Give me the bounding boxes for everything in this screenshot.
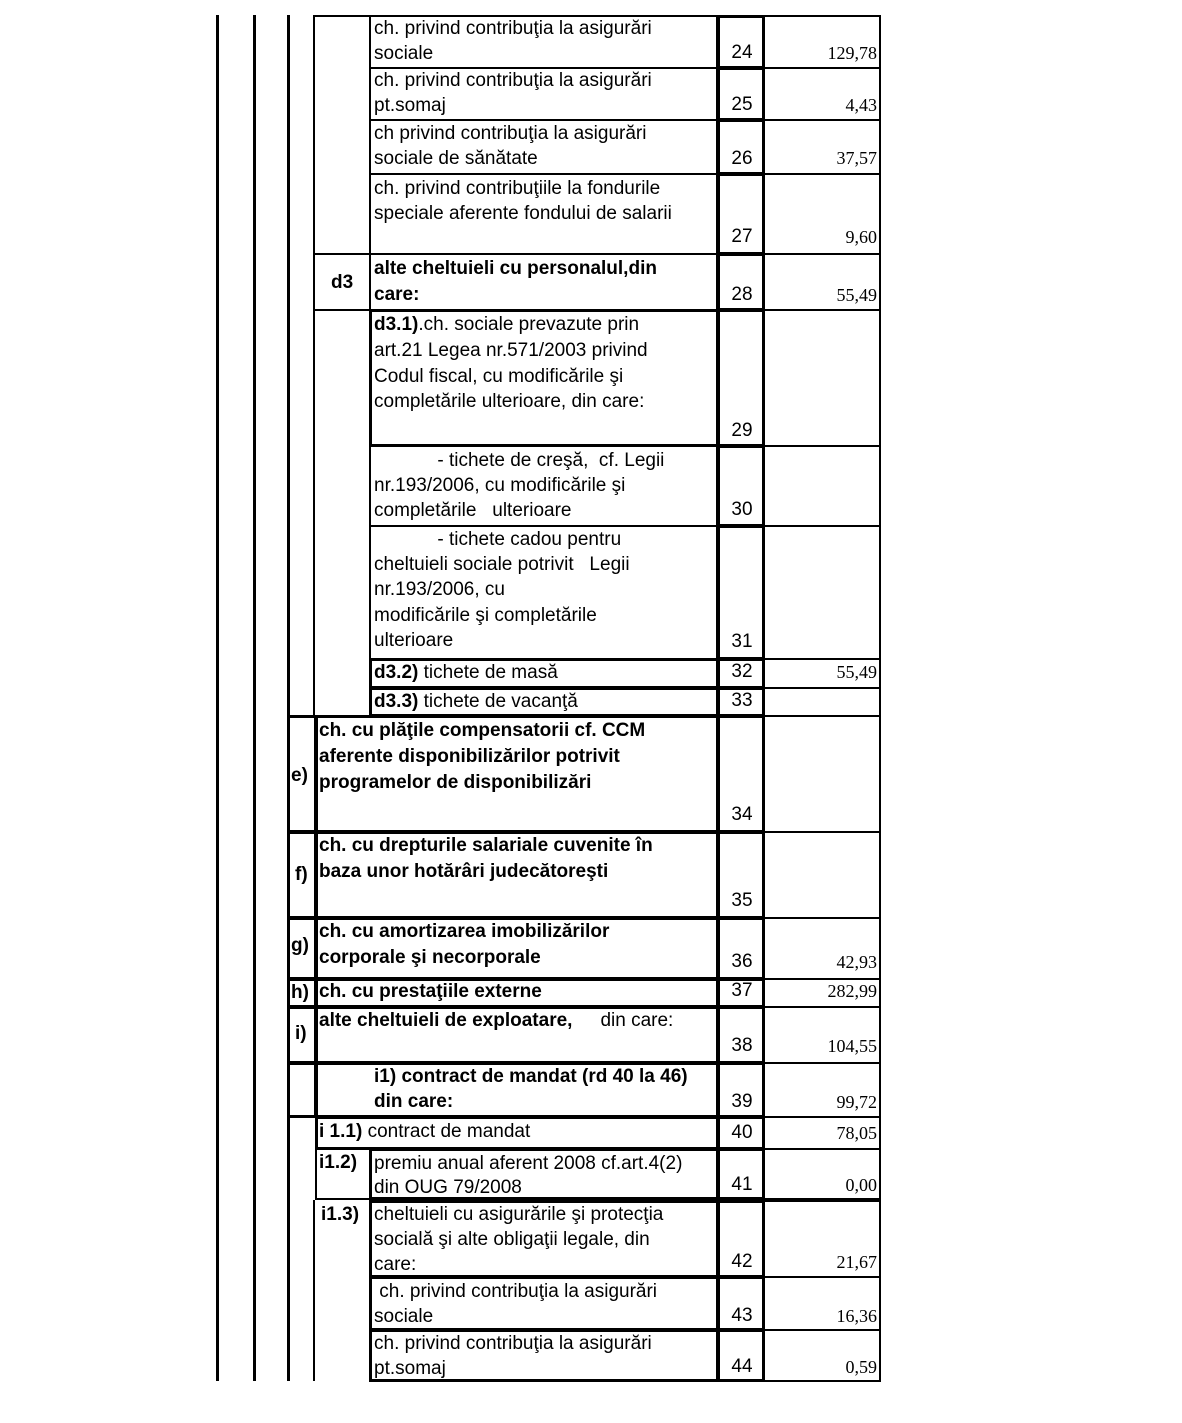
row-25-value: 4,43 [845, 95, 877, 115]
row-28-value: 55,49 [836, 285, 877, 305]
row-28-line-1: alte cheltuieli cu personalul,din [374, 258, 657, 279]
row-40-num: 40 [731, 1122, 753, 1143]
row-29-line-3: Codul fiscal, cu modificările şi [374, 366, 624, 387]
row-31-line-2: cheltuieli sociale potrivit Legii [374, 554, 630, 575]
row-30-line-1: - tichete de creşă, cf. Legii [374, 450, 665, 471]
row-37-value: 282,99 [827, 981, 877, 1001]
row-28-num: 28 [731, 284, 753, 305]
row-26-value: 37,57 [836, 148, 877, 168]
row-44-value: 0,59 [845, 1357, 877, 1377]
row-29-line-1-text: .ch. sociale prevazute prin [418, 314, 640, 335]
row-38-line-1 [319, 1008, 673, 1034]
row-42-line-2: socială şi alte obligaţii legale, din [374, 1229, 650, 1250]
row-41-num: 41 [731, 1174, 753, 1195]
row-38-value: 104,55 [827, 1036, 877, 1056]
row-29-prefix: d3.1) [374, 314, 419, 335]
row-35-num: 35 [731, 890, 753, 911]
row-35-mark: f) [295, 864, 308, 885]
row-32-prefix: d3.2) [374, 662, 419, 683]
row-34-mark: e) [291, 765, 308, 786]
row-31-line-1: - tichete cadou pentru [374, 529, 622, 550]
row-44-line-2: pt.somaj [374, 1358, 446, 1379]
row-25-line-2: pt.somaj [374, 95, 446, 116]
row-34-line-1: ch. cu plăţile compensatorii cf. CCM [319, 720, 646, 741]
row-34-value-cell [763, 715, 881, 833]
row-43-line-1: ch. privind contribuţia la asigurări [374, 1281, 658, 1302]
row-31-num: 31 [731, 631, 753, 652]
row-36-value: 42,93 [836, 952, 877, 972]
row-42-line-3: care: [374, 1254, 417, 1275]
row-43-value: 16,36 [836, 1306, 877, 1326]
row-38-mark: i) [295, 1023, 307, 1044]
row-35-line-1: ch. cu drepturile salariale cuvenite în [319, 835, 653, 856]
row-38-text: alte cheltuieli de exploatare, [319, 1010, 573, 1031]
row-24-line-2: sociale [374, 43, 434, 64]
row-34-line-3: programelor de disponibilizări [319, 772, 592, 793]
row-41-mark: i1.2) [319, 1152, 358, 1173]
left-rule-1 [216, 15, 219, 1381]
row-31-line-3: nr.193/2006, cu [374, 579, 505, 600]
row-36-num: 36 [731, 951, 753, 972]
row-24-value: 129,78 [827, 43, 877, 63]
row-29-value-cell [763, 309, 881, 447]
row-38-suffix: din care: [600, 1010, 674, 1031]
row-41-value: 0,00 [845, 1175, 877, 1195]
left-rule-3 [287, 15, 290, 1381]
row-37-line-1: ch. cu prestaţiile externe [319, 981, 542, 1002]
row-29-line-4: completările ulterioare, din care: [374, 391, 645, 412]
row-26-num: 26 [731, 148, 753, 169]
row-28-mark: d3 [331, 272, 354, 293]
row-24-indent [313, 15, 371, 69]
row-39-mark-cell [287, 1062, 317, 1118]
left-rule-2 [253, 15, 256, 1381]
row-32-num: 32 [731, 661, 753, 682]
row-44-num: 44 [731, 1356, 753, 1377]
row-43-num: 43 [731, 1305, 753, 1326]
row-26-line-1: ch privind contribuţia la asigurări [374, 123, 647, 144]
row-30-line-3: completările ulterioare [374, 500, 572, 521]
row-35-line-2: baza unor hotărâri judecătoreşti [319, 861, 609, 882]
row-39-line-1: i1) contract de mandat (rd 40 la 46) [374, 1066, 688, 1087]
row-33-text: tichete de vacanţă [418, 691, 578, 712]
row-32-text: tichete de masă [418, 662, 558, 683]
row-39-line-2: din care: [374, 1091, 454, 1112]
row-32-line-1 [374, 660, 558, 686]
row-42-mark: i1.3) [321, 1204, 360, 1225]
row-33-value-cell [763, 687, 881, 717]
row-40-line-1 [319, 1119, 530, 1145]
row-29-num: 29 [731, 420, 753, 441]
row-33-line-1 [374, 689, 578, 715]
row-36-line-1: ch. cu amortizarea imobilizărilor [319, 921, 610, 942]
row-30-num: 30 [731, 499, 753, 520]
row-30-line-2: nr.193/2006, cu modificările şi [374, 475, 626, 496]
row-30-value-cell [763, 445, 881, 527]
row-27-line-2: speciale aferente fondului de salarii [374, 203, 672, 224]
row-27-num: 27 [731, 226, 753, 247]
row-31-value-cell [763, 525, 881, 660]
row-31-line-5: ulterioare [374, 630, 454, 651]
row-40-value: 78,05 [836, 1123, 877, 1143]
row-39-value: 99,72 [836, 1092, 877, 1112]
row-29-line-1 [374, 312, 639, 338]
row-29-line-2: art.21 Legea nr.571/2003 privind [374, 340, 648, 361]
row-33-prefix: d3.3) [374, 691, 419, 712]
row-42-line-1: cheltuieli cu asigurările şi protecţia [374, 1204, 664, 1225]
row-25-num: 25 [731, 94, 753, 115]
row-36-mark: g) [291, 935, 309, 956]
row-24-num: 24 [731, 42, 753, 63]
row-33-num: 33 [731, 690, 753, 711]
row-25-line-1: ch. privind contribuţia la asigurări [374, 70, 652, 91]
row-26-line-2: sociale de sănătate [374, 148, 538, 169]
row-42-num: 42 [731, 1251, 753, 1272]
row-40-text: contract de mandat [362, 1121, 531, 1142]
row-34-line-2: aferente disponibilizărilor potrivit [319, 746, 620, 767]
row-40-prefix: i 1.1) [319, 1121, 363, 1142]
row-37-mark: h) [291, 982, 309, 1003]
row-31-line-4: modificările şi completările [374, 605, 597, 626]
row-25-indent [313, 67, 371, 121]
row-38-num: 38 [731, 1035, 753, 1056]
row-27-line-1: ch. privind contribuţiile la fondurile [374, 178, 661, 199]
row-27-value: 9,60 [845, 227, 877, 247]
row-27-indent [313, 173, 371, 255]
row-28-line-2: care: [374, 284, 420, 305]
row-43-line-2: sociale [374, 1306, 434, 1327]
row-35-value-cell [763, 831, 881, 919]
row-39-num: 39 [731, 1091, 753, 1112]
row-42-mark-cell [313, 1200, 371, 1381]
row-34-num: 34 [731, 804, 753, 825]
row-32-value: 55,49 [836, 662, 877, 682]
d3-sub-indent [313, 309, 371, 716]
row-24-line-1: ch. privind contribuţia la asigurări [374, 18, 652, 39]
row-26-indent [313, 119, 371, 175]
row-42-value: 21,67 [836, 1252, 877, 1272]
row-41-line-1: premiu anual aferent 2008 cf.art.4(2) [374, 1153, 683, 1174]
row-36-line-2: corporale şi necorporale [319, 947, 541, 968]
row-44-line-1: ch. privind contribuţia la asigurări [374, 1333, 652, 1354]
row-37-num: 37 [731, 980, 753, 1001]
row-41-line-2: din OUG 79/2008 [374, 1177, 522, 1198]
